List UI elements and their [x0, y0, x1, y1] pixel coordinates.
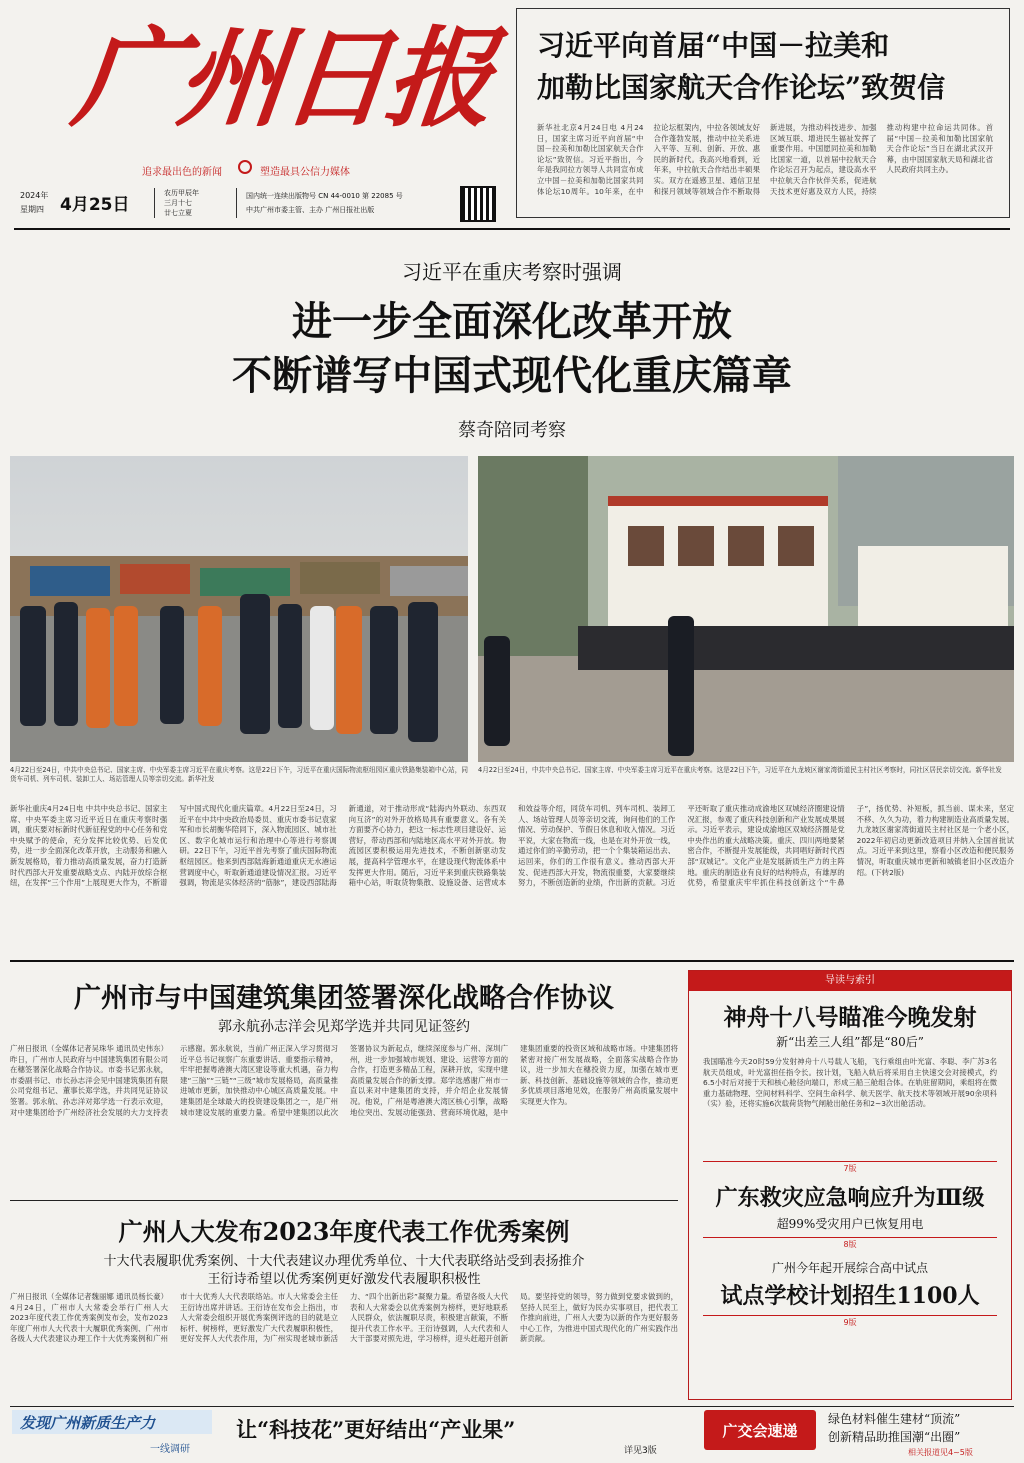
dateline-weekday: 星期四 [20, 205, 44, 214]
top-story-box [516, 8, 1010, 218]
dateline-lunar-3: 廿七立夏 [164, 209, 192, 217]
masthead [14, 8, 504, 183]
masthead-logo: 广州日报 [67, 16, 497, 142]
photo-logistics-hub [10, 456, 468, 762]
masthead-slogan-left: 追求最出色的新闻 [142, 167, 222, 178]
bottom-page-ref[interactable]: 详见3版 [624, 1446, 657, 1456]
index-header: 导读与索引 [689, 971, 1011, 991]
main-story-headline-2: 不断谱写中国式现代化重庆篇章 [232, 352, 792, 399]
canton-fair-badge-label: 广交会速递 [722, 1422, 798, 1440]
main-story-kicker: 习近平在重庆考察时强调 [402, 260, 622, 284]
bottom-promo-ref[interactable]: 相关报道见4~5版 [908, 1448, 973, 1457]
dateline-lunar-2: 三月十七 [164, 199, 192, 207]
dateline-lunar-1: 农历甲辰年 [164, 189, 199, 197]
main-story-subhead: 蔡奇陪同考察 [458, 420, 566, 441]
npc-body: 广州日报讯（全媒体记者魏丽娜 通讯员杨长豪）4月24日，广州市人大常委会举行广州人大2023年度代表工作优秀案例发布会，发布2023年度广州市人大代表十大履职优秀案例、广州市各级人大代表建议办理工作十大优秀案例和广州市十大优秀人大代表联络站。市人大常委会主任王衍诗出席并讲话。王衍诗在发布会上指出，市人大常委会组织开展优秀案例评选的目的就是立标杆、树榜样，更好激发广大代表履职积极性，更好发挥人大代表作用，为广州实现老城市新活力、“四个出新出彩”凝聚力量。希望各级人大代表和人大常委会以优秀案例为榜样，更好地联系人民群众，依法履职尽责，积极建言献策，不断提升代表工作水平。王衍诗强调，人大代表和人大干部要对照先进，学习榜样，迎头赶超开创新局。要坚持党的领导，努力做到党要求做到的，坚持人民至上，做好为民办实事项目，把代表工作推向前进，广州人大要为以新的作为更好服务中心工作，为推进中国式现代化的广州实践作出新贡献。 [10, 1292, 678, 1344]
masthead-slogan-mark-icon [238, 160, 252, 174]
caption-right: 4月22日至24日，中共中央总书记、国家主席、中央军委主席习近平在重庆考察。这是22日下午，习近平在九龙坡区谢家湾街道民主村社区考察时，同社区居民亲切交流。新华社发 [478, 766, 1002, 774]
dateline-date: 4月25日 [60, 195, 130, 215]
index-item2-page[interactable]: 8版 [703, 1237, 997, 1252]
bottom-promo-1[interactable]: 绿色材料催生建材“顶流” [828, 1412, 961, 1426]
npc-subhead-2: 王衍诗希望以优秀案例更好激发代表履职积极性 [207, 1272, 481, 1287]
cooperation-body: 广州日报讯（全媒体记者吴珠华 通讯员史伟东）昨日，广州市人民政府与中国建筑集团有限公司在穗签署深化战略合作协议。市委书记郭永航，市委副书记、市长孙志洋会见中国建筑集团有限公司党组书记、董事长郑学选，并共同见证协议签署。郭永航、孙志洋对郑学选一行表示欢迎，对中建集团给予广州经济社会发展的大力支持表示感谢。郭永航说，当前广州正深入学习贯彻习近平总书记视察广东重要讲话、重要指示精神，牢牢把握粤港澳大湾区建设等重大机遇，奋力构建“三脑”“三链”“三级”城市发展格局，高质量推进城市更新，加快推动中心城区高质量发展。中建集团是全球最大的投资建设集团之一，是广州城市建设发展的重要力量。希望中建集团以此次签署协议为新起点，继续深度参与广州、深圳广州，进一步加强城市规划、建设、运营等方面的合作，打造更多精品工程，深耕开放，实现中建高质量发展合作的新支撑。郑学选感谢广州市一直以来对中建集团的支持，并介绍企业发展情况。他说，广州是粤港澳大湾区核心引擎，战略地位突出、发展动能强劲、营商环境优越，是中建集团重要的投资区域和战略市场。中建集团将紧密对接广州发展战略，全面落实战略合作协议，进一步加大在穗投资力度，加强在城市更新、科技创新、基础设施等领域的合作，推动更多优质项目落地见效，在服务广州高质量发展中实现更大作为。 [10, 1044, 678, 1117]
index-item1-title[interactable]: 神舟十八号瞄准今晚发射 [723, 1004, 977, 1031]
cooperation-headline: 广州市与中国建筑集团签署深化战略合作协议 [74, 983, 614, 1014]
masthead-slogan-right: 塑造最具公信力媒体 [260, 167, 350, 178]
dateline-sponsor: 中共广州市委主管、主办 广州日报社出版 [246, 206, 375, 214]
main-story-body: 新华社重庆4月24日电 中共中央总书记、国家主席、中央军委主席习近平近日在重庆考察时强调，重庆要对标新时代新征程党的中心任务和党中央赋予的使命，充分发挥比较优势、后发优势，进一步全面深化改革开放，主动服务和融入新发展格局，着力推动高质量发展，奋力打造新时代西部大开发重要战略支点、内陆开放综合枢纽，在发挥“三个作用”上展现更大作为，不断谱写中国式现代化重庆篇章。4月22日至24日，习近平在中共中央政治局委员、重庆市委书记袁家军和市长胡衡华陪同下，深入物流园区、城市社区、数字化城市运行和治理中心等进行考察调研。22日下午，习近平首先考察了重庆国际物流枢纽园区。他来到西部陆海新通道重庆无水港运营调度中心，听取新通道建设情况汇报。习近平强调，物流是实体经济的“筋脉”，建设西部陆海新通道，对于推动形成“陆海内外联动、东西双向互济”的对外开放格局具有重要意义。各有关方面要齐心协力，把这一标志性项目建设好、运营好，带动西部和内陆地区高水平对外开放。物流园区要积极运用先进技术，不断创新驱动发展，提高科学管理水平，在建设现代物流体系中发挥更大作用。随后，习近平来到重庆铁路集装箱中心站，听取货物集散、设施设备、运营成本和效益等介绍，同货车司机、列车司机、装卸工人、场站管理人员等亲切交流，询问他们的工作情况、劳动保护、节假日休息和收入情况。习近平说，大家在物流一线，也是在对外开放一线，通过你们的辛勤劳动，把一个个集装箱运出去、运回来，你们的工作很有意义。推动西部大开发、促进西部大开发，物流很重要，大家要继续努力，不断创造新的业绩，作出新的贡献。习近平还听取了重庆推动成渝地区双城经济圈建设情况汇报，参观了重庆科技创新和产业发展成果展示。习近平表示，建设成渝地区双城经济圈是党中央作出的重大战略决策。重庆、四川两地要紧密合作，不断提升发展能级，共同唱好新时代西部“双城记”。文化产业是发展新质生产力的主阵地。重庆的制造业有良好的结构特点，有雄厚的优势，希望重庆牢牢抓住科技创新这个“牛鼻子”，扬优势、补短板，抓当前、谋未来，坚定不移、久久为功，着力构建制造业高质量发展。九龙坡区谢家湾街道民主村社区是一个老小区，2022年初启动更新改造项目并纳入全国首批试点。习近平来到这里，察看小区改造和便民服务情况，听取重庆城市更新和城镇老旧小区改造介绍。(下转2版) [10, 804, 1014, 888]
index-item3-page[interactable]: 9版 [703, 1315, 997, 1330]
bottom-headline[interactable]: 让“科技花”更好结出“产业果” [236, 1417, 516, 1442]
bottom-section-sub: 一线调研 [150, 1444, 190, 1455]
bottom-promo-2[interactable]: 创新精品助推国潮“出圈” [828, 1430, 961, 1444]
dateline-year: 2024年 [20, 191, 49, 200]
index-item1-sub: 新“出差三人组”都是“80后” [776, 1035, 924, 1049]
npc-headline: 广州人大发布2023年度代表工作优秀案例 [118, 1217, 570, 1246]
cooperation-subhead: 郭永航孙志洋会见郑学选并共同见证签约 [218, 1019, 470, 1035]
caption-left: 4月22日至24日，中共中央总书记、国家主席、中央军委主席习近平在重庆考察。这是22日下午，习近平在重庆国际物流枢纽园区重庆铁路集装箱中心站，同货车司机、列车司机、装卸工人、场站管理人员等亲切交流。新华社发 [10, 766, 468, 783]
bottom-section-tag [12, 1410, 212, 1434]
canton-fair-badge [704, 1410, 816, 1450]
index-box [688, 970, 1012, 1400]
index-item1-page[interactable]: 7版 [703, 1161, 997, 1176]
top-story-title-2: 加勒比国家航天合作论坛”致贺信 [537, 71, 946, 104]
bottom-section-label: 发现广州新质生产力 [20, 1414, 156, 1432]
index-item2-title[interactable]: 广东救灾应急响应升为Ⅲ级 [715, 1185, 985, 1211]
top-story-title-1: 习近平向首届“中国－拉美和 [537, 29, 890, 62]
top-story-body: 新华社北京4月24日电 4月24日，国家主席习近平向首届“中国－拉美和加勒比国家航天合作论坛”致贺信。习近平指出，今年是我同拉方领导人共同宣布成立中国－拉美和加勒比国家共同体论坛10周年。10年来，在中拉论坛框架内，中拉各领域友好合作蓬勃发展，推动中拉关系进入平等、互利、创新、开放、惠民的新时代。我高兴地看到，近年来，中拉航天合作结出丰硕果实。双方在遥感卫星、通信卫星和探月领域等领域合作不断取得新进展，为推动科技进步、加强区域互联、增进民生福祉发挥了重要作用。中国愿同拉美和加勒比国家一道，以首届中拉航天合作论坛召开为起点，建设高水平中拉航天合作伙伴关系，促进航天技术更好惠及双方人民，持续推动构建中拉命运共同体。首届“中国－拉美和加勒比国家航天合作论坛”当日在湖北武汉开幕，由中国国家航天局和湖北省人民政府共同主办。 [537, 123, 993, 196]
index-item3-kicker: 广州今年起开展综合高中试点 [771, 1261, 928, 1275]
index-item1-body: 我国瞄准今天20时59分发射神舟十八号载人飞船，飞行乘组由叶光富、李聪、李广苏3名航天员组成，叶光富担任指令长。按计划，飞船入轨后将采用自主快速交会对接模式，约6.5小时后对接于天和核心舱径向端口，形成三船三舱组合体。在轨驻留期间，乘组将在微重力基础物理、空间材料科学、空间生命科学、航天医学、航天技术等领域开展90余项科（实）验，还将实施6次载荷货物气闸舱出舱任务和2~3次出舱活动。 [703, 1057, 997, 1109]
photo-community-visit [478, 456, 1014, 762]
index-item2-sub: 超99%受灾用户已恢复用电 [776, 1217, 924, 1231]
dateline-issn: 国内统一连续出版物号 CN 44-0010 第 22085 号 [246, 192, 403, 200]
main-story-headline-1: 进一步全面深化改革开放 [292, 298, 732, 345]
qr-code-icon [460, 186, 496, 222]
npc-subhead-1: 十大代表履职优秀案例、十大代表建议办理优秀单位、十大代表联络站受到表扬推介 [103, 1254, 585, 1269]
index-item3-title[interactable]: 试点学校计划招生1100人 [720, 1283, 980, 1309]
dateline-bar [14, 186, 504, 226]
